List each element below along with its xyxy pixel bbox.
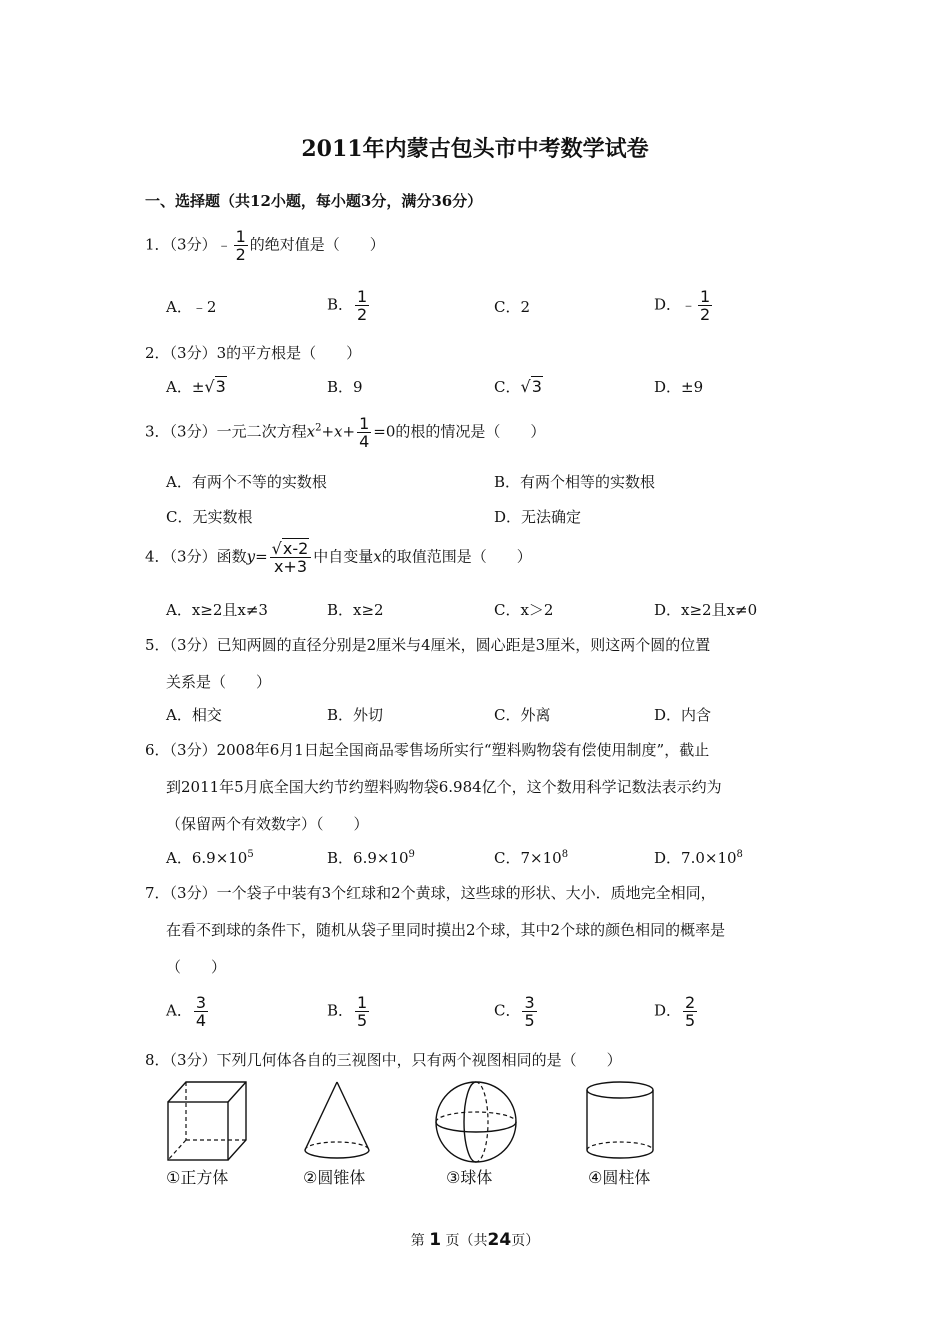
fraction bbox=[698, 288, 712, 323]
option-b[interactable] bbox=[327, 288, 371, 323]
option-d[interactable]: D．±9 bbox=[654, 378, 704, 396]
option-b[interactable]: B．9 bbox=[327, 378, 363, 396]
sqrt-symbol: √x-2 bbox=[271, 539, 309, 558]
option-b[interactable]: B．有两个相等的实数根 bbox=[494, 473, 656, 491]
question-text: 一元二次方程 bbox=[216, 422, 307, 441]
fraction bbox=[355, 288, 369, 323]
question-number: 1． bbox=[145, 235, 170, 254]
option-label: D．7.0×10 bbox=[654, 849, 737, 867]
numerator: 1 bbox=[359, 414, 370, 433]
option-c[interactable] bbox=[494, 376, 543, 397]
numerator: 1 bbox=[357, 993, 368, 1012]
option-d[interactable]: D．x≥2且x≠0 bbox=[654, 601, 758, 619]
question-score: （3分） bbox=[169, 344, 217, 362]
question-5 bbox=[145, 634, 710, 655]
question-score: （3分） bbox=[169, 636, 217, 654]
option-d[interactable] bbox=[654, 288, 714, 323]
figure-label-sphere: ③球体 bbox=[446, 1168, 493, 1187]
question-4 bbox=[145, 540, 532, 575]
numerator: 2 bbox=[685, 993, 696, 1012]
option-label: C．7×10 bbox=[494, 849, 562, 867]
question-text-continued: （保留两个有效数字）（ ） bbox=[166, 815, 369, 833]
question-number: 3． bbox=[145, 422, 170, 441]
question-text: =0的根的情况是（ ） bbox=[373, 422, 546, 441]
denominator: 2 bbox=[700, 305, 711, 324]
plus-sign: + bbox=[321, 422, 335, 441]
page-footer bbox=[0, 1230, 950, 1250]
denominator: 4 bbox=[195, 1011, 207, 1030]
sqrt-symbol: √3 bbox=[520, 377, 542, 396]
option-c[interactable]: C．2 bbox=[494, 298, 531, 316]
numerator: 3 bbox=[195, 993, 207, 1012]
exponent: 8 bbox=[736, 849, 743, 860]
variable-y: y bbox=[246, 547, 256, 566]
cube-figure bbox=[166, 1080, 248, 1162]
question-text: 一个袋子中装有3个红球和2个黄球，这些球的形状、大小．质地完全相同， bbox=[216, 884, 716, 902]
question-text: 2008年6月1日起全国商品零售场所实行“塑料购物袋有偿使用制度”，截止 bbox=[216, 741, 710, 759]
numerator: 1 bbox=[235, 227, 246, 246]
footer-text: 页（共 bbox=[445, 1233, 488, 1249]
question-number: 4． bbox=[145, 547, 170, 566]
question-text: 的取值范围是（ ） bbox=[381, 547, 532, 566]
footer-text: 页） bbox=[511, 1233, 540, 1249]
page-number: 1 bbox=[429, 1230, 442, 1250]
question-7 bbox=[145, 882, 716, 903]
question-1 bbox=[145, 228, 385, 263]
option-a[interactable]: A．相交 bbox=[166, 706, 222, 724]
figure-label-cube: ①正方体 bbox=[166, 1168, 229, 1187]
option-d[interactable]: D．内含 bbox=[654, 706, 712, 724]
option-d[interactable] bbox=[654, 994, 699, 1029]
sphere-figure bbox=[434, 1080, 518, 1164]
option-a[interactable] bbox=[166, 994, 210, 1029]
option-a[interactable]: A．x≥2且x≠3 bbox=[166, 601, 268, 619]
question-number: 6． bbox=[145, 741, 170, 759]
denominator: 5 bbox=[524, 1011, 535, 1030]
option-c[interactable]: C．外离 bbox=[494, 706, 551, 724]
question-number: 8． bbox=[145, 1051, 170, 1069]
cone-figure bbox=[302, 1080, 372, 1162]
minus-sign: ﹣ bbox=[216, 235, 232, 254]
option-d[interactable]: D．无法确定 bbox=[494, 508, 582, 526]
section-heading: 一、选择题（共12小题，每小题3分，满分36分） bbox=[145, 192, 483, 210]
exponent: 5 bbox=[247, 849, 254, 860]
option-label: A． bbox=[166, 1001, 192, 1020]
option-label: A．± bbox=[166, 378, 205, 396]
denominator: 2 bbox=[235, 245, 246, 264]
question-text-continued: 在看不到球的条件下，随机从袋子里同时摸出2个球，其中2个球的颜色相同的概率是 bbox=[166, 921, 726, 939]
numerator: 1 bbox=[700, 287, 711, 306]
radicand: 3 bbox=[531, 377, 542, 396]
question-text: 已知两圆的直径分别是2厘米与4厘米，圆心距是3厘米，则这两个圆的位置 bbox=[216, 636, 711, 654]
sqrt-symbol: √3 bbox=[204, 377, 226, 396]
fraction bbox=[355, 994, 369, 1029]
question-text-continued: （ ） bbox=[166, 958, 227, 976]
question-3 bbox=[145, 415, 545, 450]
exponent: 9 bbox=[408, 849, 415, 860]
option-b[interactable]: B．x≥2 bbox=[327, 601, 384, 619]
cylinder-figure bbox=[584, 1080, 656, 1162]
question-text: 下列几何体各自的三视图中，只有两个视图相同的是（ ） bbox=[216, 1051, 622, 1069]
question-score: （3分） bbox=[169, 547, 217, 566]
radicand: x-2 bbox=[282, 539, 309, 558]
equals-sign: = bbox=[255, 547, 268, 566]
question-score: （3分） bbox=[169, 235, 217, 254]
option-c[interactable]: C．无实数根 bbox=[166, 508, 253, 526]
denominator: 5 bbox=[685, 1011, 696, 1030]
denominator: 2 bbox=[357, 305, 368, 324]
variable-x: x bbox=[334, 422, 343, 441]
exponent: 2 bbox=[315, 422, 322, 434]
denominator: x+3 bbox=[273, 557, 308, 576]
figure-label-cone: ②圆锥体 bbox=[303, 1168, 366, 1187]
minus-sign: ﹣ bbox=[681, 295, 697, 314]
option-b[interactable] bbox=[327, 847, 415, 868]
fraction bbox=[194, 994, 208, 1029]
question-number: 5． bbox=[145, 636, 170, 654]
option-a[interactable]: A．﹣2 bbox=[166, 298, 217, 316]
variable-x: x bbox=[373, 547, 382, 566]
question-8 bbox=[145, 1049, 622, 1070]
fraction bbox=[683, 994, 697, 1029]
option-label: C． bbox=[494, 378, 521, 396]
question-text-continued: 到2011年5月底全国大约节约塑料购物袋6.984亿个，这个数用科学记数法表示约为 bbox=[166, 778, 722, 796]
exponent: 8 bbox=[561, 849, 569, 860]
question-text: 的绝对值是（ ） bbox=[249, 235, 385, 254]
option-c[interactable] bbox=[494, 847, 568, 868]
question-text-continued: 关系是（ ） bbox=[166, 673, 272, 691]
radicand: 3 bbox=[215, 377, 226, 396]
figure-label-cylinder: ④圆柱体 bbox=[588, 1168, 651, 1187]
fraction bbox=[522, 994, 536, 1029]
question-score: （3分） bbox=[169, 1051, 217, 1069]
option-label: D． bbox=[654, 295, 682, 314]
question-text: 中自变量 bbox=[313, 547, 374, 566]
question-score: （3分） bbox=[169, 422, 217, 441]
option-a[interactable] bbox=[166, 376, 227, 397]
question-score: （3分） bbox=[169, 884, 217, 902]
page-total: 24 bbox=[487, 1230, 512, 1250]
question-text: 3的平方根是（ ） bbox=[216, 344, 362, 362]
plus-sign: + bbox=[342, 422, 356, 441]
question-text: 函数 bbox=[216, 547, 247, 566]
option-c[interactable]: C．x＞2 bbox=[494, 601, 554, 619]
numerator: 1 bbox=[357, 287, 368, 306]
option-c[interactable] bbox=[494, 994, 539, 1029]
option-d[interactable] bbox=[654, 847, 743, 868]
fraction bbox=[357, 415, 371, 450]
question-6 bbox=[145, 739, 709, 760]
question-number: 7． bbox=[145, 884, 170, 902]
numerator: 3 bbox=[524, 993, 535, 1012]
option-a[interactable] bbox=[166, 847, 254, 868]
denominator: 5 bbox=[357, 1011, 368, 1030]
option-label: D． bbox=[654, 1001, 682, 1020]
option-label: B． bbox=[327, 1001, 354, 1020]
question-score: （3分） bbox=[169, 741, 217, 759]
option-label: A．6.9×10 bbox=[166, 849, 248, 867]
fraction bbox=[270, 540, 312, 575]
footer-text: 第 bbox=[410, 1233, 425, 1249]
question-number: 2． bbox=[145, 344, 170, 362]
option-label: B．6.9×10 bbox=[327, 849, 409, 867]
page-title: 2011年内蒙古包头市中考数学试卷 bbox=[301, 136, 649, 162]
option-a[interactable]: A．有两个不等的实数根 bbox=[166, 473, 327, 491]
question-2 bbox=[145, 342, 361, 363]
denominator: 4 bbox=[359, 432, 370, 451]
variable-x: x bbox=[306, 422, 316, 441]
numerator bbox=[270, 540, 312, 558]
option-label: C． bbox=[494, 1001, 521, 1020]
fraction bbox=[234, 228, 248, 263]
option-b[interactable]: B．外切 bbox=[327, 706, 384, 724]
option-label: B． bbox=[327, 295, 354, 314]
option-b[interactable] bbox=[327, 994, 371, 1029]
